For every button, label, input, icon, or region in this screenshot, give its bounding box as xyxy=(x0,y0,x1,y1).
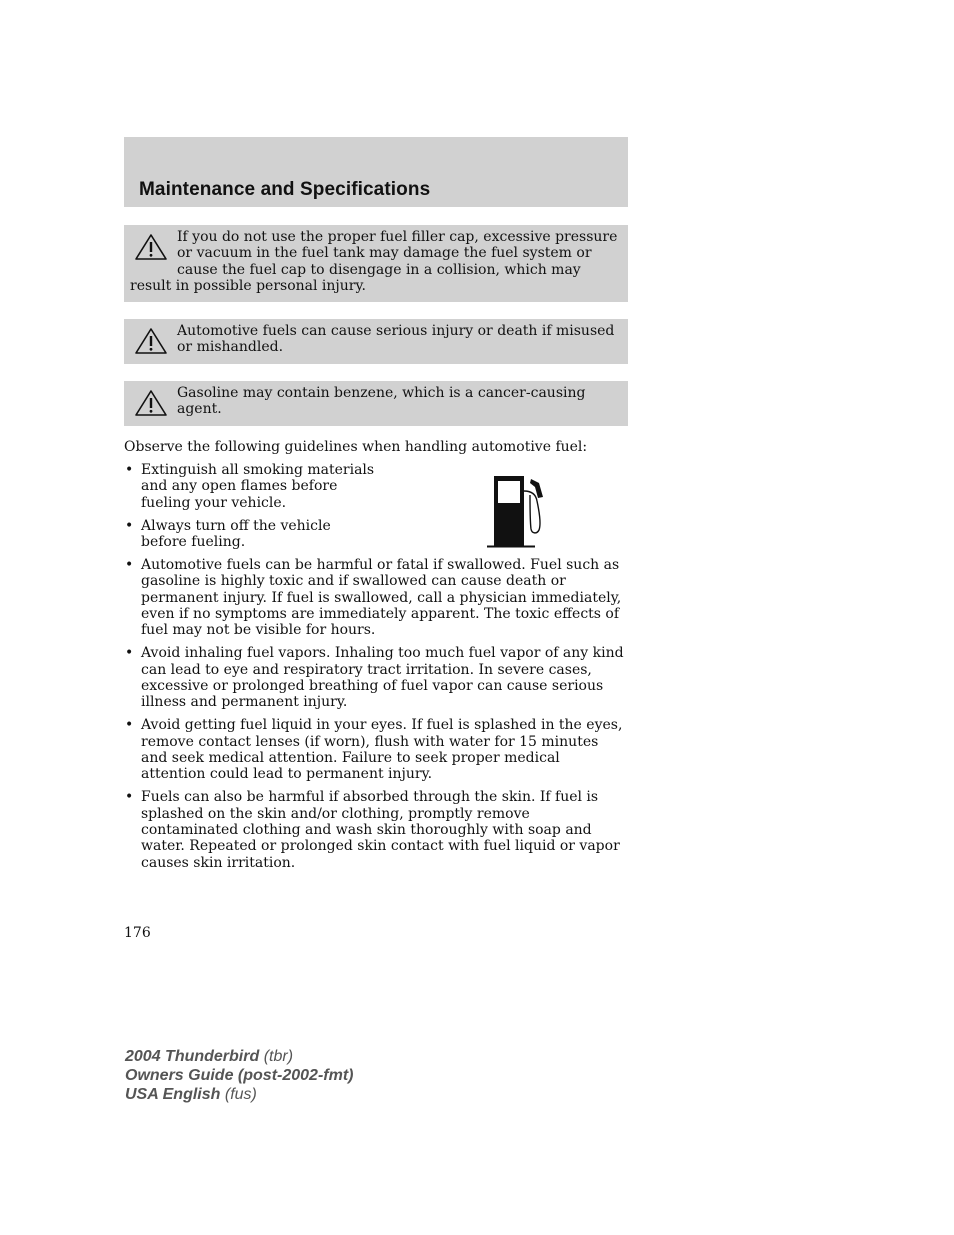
warning-box-fuel-injury xyxy=(124,319,628,364)
list-item: • Automotive fuels can be harmful or fatal if swallowed. Fuel such as gasoline is highly toxic and if swallowed can cause death or permanent injury. If fuel is swallowed, call a physician immediately, even if no symptoms are immediately apparent. The toxic effects of fuel may not be visible for hours. xyxy=(125,556,622,639)
list-item: • Always turn off the vehicle before fueling. xyxy=(125,517,331,551)
warning-triangle-icon xyxy=(134,233,168,261)
warning-box-benzene xyxy=(124,381,628,426)
warning-text: If you do not use the proper fuel filler cap, excessive pressure or vacuum in the fuel tank may damage the fuel system or cause the fuel cap to disengage in a collision, which may result in possible personal injury. xyxy=(130,229,618,295)
list-item: • Avoid getting fuel liquid in your eyes. If fuel is splashed in the eyes, remove contact lenses (if worn), flush with water for 15 minutes and seek medical attention. Failure to seek proper medical attention could lead to permanent injury. xyxy=(125,717,623,783)
fuel-pump-icon xyxy=(486,473,550,549)
warning-text: Automotive fuels can cause serious injury or death if misused or mishandled. xyxy=(177,323,615,356)
guidelines-intro: Observe the following guidelines when handling automotive fuel: xyxy=(124,439,588,455)
warning-box-fuel-cap xyxy=(124,225,628,302)
warning-triangle-icon xyxy=(134,327,168,355)
list-item: • Avoid inhaling fuel vapors. Inhaling too much fuel vapor of any kind can lead to eye and respiratory tract irritation. In severe cases, excessive or prolonged breathing of fuel vapor can cause serious illness and permanent injury. xyxy=(125,645,624,711)
guidelines-list xyxy=(124,462,628,878)
list-item: • Extinguish all smoking materials and any open flames before fueling your vehicle. xyxy=(125,462,375,511)
document-footer xyxy=(125,1047,353,1104)
footer-line-language: USA English (fus) xyxy=(125,1086,257,1103)
warning-text: Gasoline may contain benzene, which is a cancer-causing agent. xyxy=(177,385,586,418)
section-title: Maintenance and Specifications xyxy=(139,179,431,200)
page-number: 176 xyxy=(124,925,151,941)
footer-line-guide: Owners Guide (post-2002-fmt) xyxy=(125,1067,354,1084)
footer-line-model: 2004 Thunderbird (tbr) xyxy=(125,1048,294,1065)
list-item: • Fuels can also be harmful if absorbed through the skin. If fuel is splashed on the skin and/or clothing, promptly remove contaminated clothing and wash skin thoroughly with soap and water. Repeated or prolonged skin contact with fuel liquid or vapor causes skin irritation. xyxy=(125,789,620,871)
section-header-band xyxy=(124,137,628,207)
warning-triangle-icon xyxy=(134,389,168,417)
